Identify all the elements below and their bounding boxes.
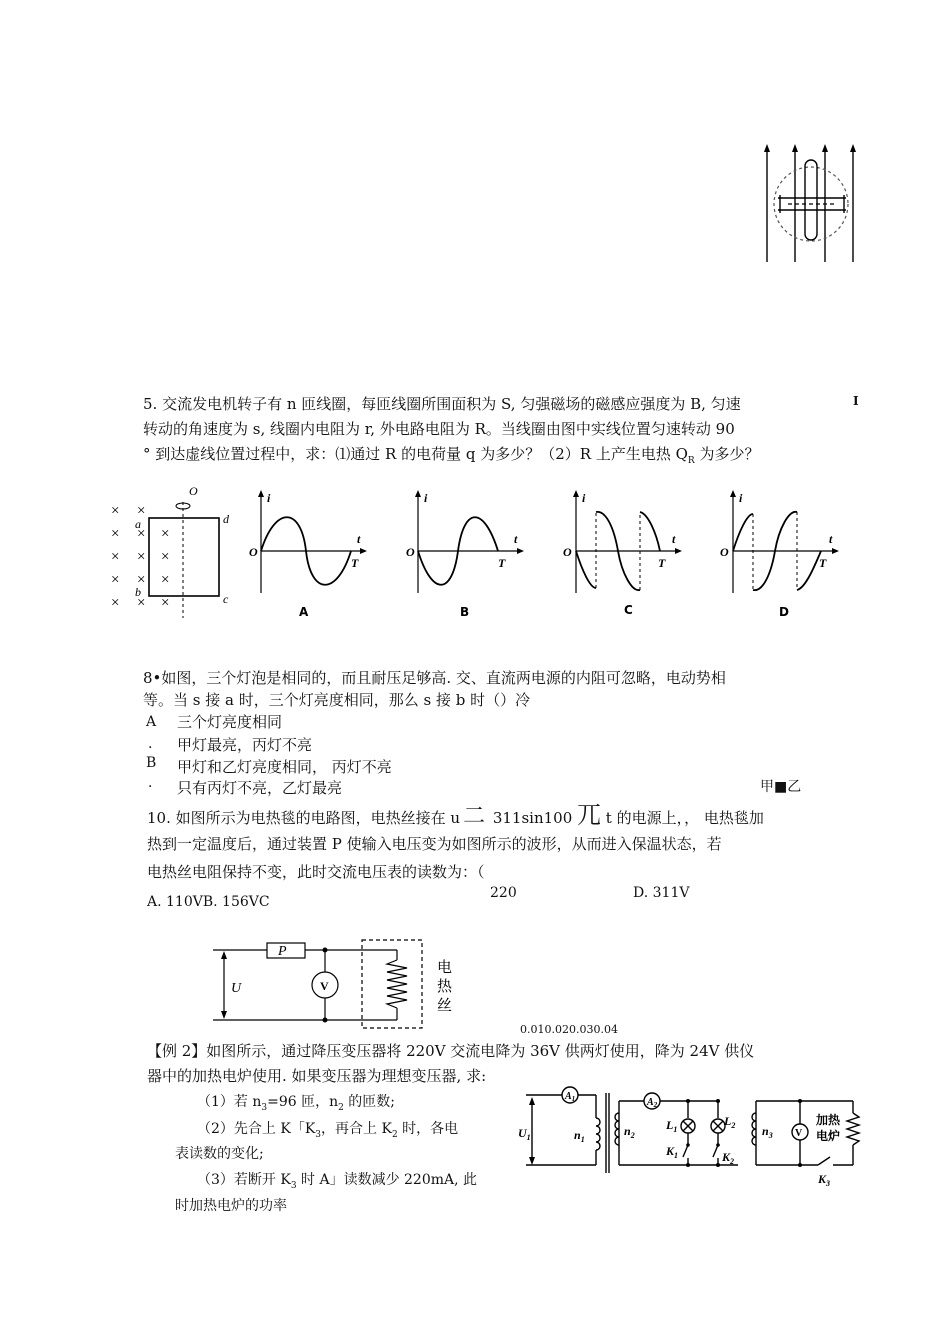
label-o: O bbox=[189, 484, 198, 498]
q10-options-clip bbox=[140, 883, 860, 910]
heater-label-2: 电炉 bbox=[816, 1129, 841, 1143]
q5-line-3-text: ° 到达虚线位置过程中，求：⑴通过 R 的电荷量 q 为多少？（2）R 上产生电热 Q bbox=[143, 445, 688, 463]
cross-mark: × bbox=[161, 595, 170, 611]
ex2-q1-sub2: 2 bbox=[338, 1102, 344, 1113]
caption-b: B bbox=[460, 605, 470, 619]
heater-label-1: 电 bbox=[437, 960, 453, 976]
heater-label-1: 加热 bbox=[816, 1113, 841, 1127]
q5-subscript-r: R bbox=[687, 456, 695, 466]
q5-line-2: 转动的角速度为 s, 线圈内电阻为 r, 外电路电阻为 R。当线圈由图中实线位置匀速转动 90 bbox=[143, 420, 735, 438]
label-a: a bbox=[135, 517, 141, 531]
ammeter-a2-label: $A_2$ bbox=[647, 1097, 658, 1109]
ex2-q2-b: ，再合上 K bbox=[321, 1121, 392, 1137]
label-u: U bbox=[231, 981, 242, 996]
ex2-q2-sub: 3 bbox=[315, 1129, 322, 1140]
heater-label-3: 丝 bbox=[437, 998, 453, 1014]
label-p: P bbox=[278, 944, 287, 959]
caption-a: A bbox=[299, 605, 309, 619]
label-c: c bbox=[223, 592, 229, 606]
ex2-q3-a: （3）若断开 K bbox=[197, 1172, 291, 1188]
q10-line-1-end: t 的电源上，， 电热毯加 bbox=[601, 809, 764, 827]
caption-d: D bbox=[779, 605, 789, 619]
q8-option-marker-3: B bbox=[146, 755, 157, 771]
label-l2: $L_2$ bbox=[724, 1114, 736, 1130]
cross-mark: × bbox=[137, 503, 146, 519]
ex2-q3-line-2: 时加热电炉的功率 bbox=[175, 1198, 287, 1214]
period-label: T bbox=[658, 556, 666, 570]
voltmeter-label: V bbox=[320, 979, 329, 993]
q8-option-marker-2: . bbox=[148, 736, 153, 752]
q10-option-c-value: 220 bbox=[490, 885, 517, 901]
q10-eq-sign: 二 bbox=[463, 804, 486, 829]
q8-option-4: 只有丙灯不亮，乙灯最亮 bbox=[177, 779, 343, 797]
axis-t: t bbox=[829, 532, 833, 546]
cross-mark: × bbox=[111, 595, 120, 611]
edge-mark: I bbox=[853, 394, 859, 408]
cross-mark: × bbox=[111, 549, 120, 565]
label-d: d bbox=[223, 512, 229, 526]
cross-mark: × bbox=[161, 572, 170, 588]
q10-line-1 bbox=[147, 801, 764, 829]
q10-formula: 311sin100 bbox=[488, 809, 578, 827]
ex2-q1-b: =96 匝，n bbox=[267, 1094, 339, 1110]
label-k3: $K_3$ bbox=[818, 1172, 831, 1188]
cross-mark: × bbox=[137, 572, 146, 588]
period-label: T bbox=[351, 556, 359, 570]
label-n3: $n_3$ bbox=[762, 1124, 773, 1140]
electric-blanket-circuit bbox=[205, 935, 465, 1035]
origin-label: O bbox=[249, 545, 258, 559]
axis-ticks: 0.010.020.030.04 bbox=[520, 1023, 618, 1036]
q8-option-2: 甲灯最亮，丙灯不亮 bbox=[177, 736, 313, 754]
q8-option-marker-4: · bbox=[148, 779, 153, 795]
transformer-circuit bbox=[518, 1083, 868, 1193]
q8-option-3: 甲灯和乙灯亮度相同， 丙灯不亮 bbox=[177, 758, 392, 776]
q10-line-3: 电热丝电阻保持不变，此时交流电压表的读数为：（ bbox=[147, 863, 485, 881]
ex2-line-1-clip bbox=[140, 1041, 820, 1060]
period-label: T bbox=[498, 556, 506, 570]
q8-edge-clip bbox=[760, 777, 820, 795]
graph-c bbox=[560, 488, 685, 623]
cross-mark: × bbox=[111, 572, 120, 588]
ex2-q3-line-2-clip bbox=[170, 1196, 370, 1214]
axis-i: i bbox=[424, 491, 428, 505]
cross-mark: × bbox=[137, 526, 146, 542]
graph-b bbox=[402, 488, 527, 623]
q8-line-2: 等。当 s 接 a 时，三个灯亮度相同，那么 s 接 b 时（）冷 bbox=[143, 691, 531, 709]
ex2-q1-sub: 3 bbox=[261, 1102, 268, 1113]
ex2-q1 bbox=[197, 1092, 395, 1118]
graph-a bbox=[245, 488, 370, 623]
cross-mark: × bbox=[161, 526, 170, 542]
caption-c: C bbox=[624, 603, 633, 617]
label-l1: $L_1$ bbox=[666, 1118, 678, 1134]
cross-mark: × bbox=[137, 549, 146, 565]
origin-label: O bbox=[406, 545, 415, 559]
cross-mark: × bbox=[137, 595, 146, 611]
axis-t: t bbox=[514, 532, 518, 546]
q8-edge-text: 甲■乙 bbox=[760, 779, 802, 795]
coil-field-figure bbox=[760, 140, 860, 265]
ex2-q1-c: 的匝数; bbox=[343, 1094, 396, 1110]
q10-line-1-text: 10. 如图所示为电热毯的电路图，电热丝接在 u bbox=[147, 809, 461, 827]
axis-i: i bbox=[739, 491, 743, 505]
axis-t: t bbox=[357, 532, 361, 546]
q10-pi: 兀 bbox=[577, 801, 602, 829]
ammeter-a1-label: $A_1$ bbox=[565, 1091, 576, 1103]
ex2-line-1: 【例 2】如图所示，通过降压变压器将 220V 交流电降为 36V 供两灯使用，降为 24V 供仪 bbox=[147, 1042, 755, 1060]
ex2-q3-sub: 3 bbox=[290, 1180, 297, 1191]
ex2-q2 bbox=[197, 1119, 458, 1145]
label-k1: $K_1$ bbox=[666, 1144, 679, 1160]
period-label: T bbox=[819, 556, 827, 570]
coil-in-field-figure bbox=[105, 480, 240, 620]
q10-option-d: D. 311V bbox=[633, 885, 690, 901]
axis-t: t bbox=[672, 532, 676, 546]
ex2-q1-a: （1）若 n bbox=[197, 1094, 262, 1110]
q10-options-ab: A. 110VB. 156VC bbox=[147, 894, 270, 910]
ex2-q3-b: 时 A」读数减少 220mA, 此 bbox=[296, 1172, 478, 1188]
origin-label: O bbox=[720, 545, 729, 559]
label-b: b bbox=[135, 585, 141, 599]
ex2-q2-sub2: 2 bbox=[391, 1129, 398, 1140]
axis-i: i bbox=[267, 491, 271, 505]
ex2-q3 bbox=[197, 1170, 477, 1196]
axis-ticks-clip bbox=[520, 1022, 620, 1036]
ex2-q2-a: （2）先合上 K「K bbox=[197, 1121, 316, 1137]
graph-d bbox=[717, 488, 842, 623]
cross-mark: × bbox=[111, 503, 120, 519]
voltmeter-label: V bbox=[795, 1128, 803, 1139]
label-n1: $n_1$ bbox=[574, 1128, 585, 1144]
ex2-line-2-clip bbox=[140, 1064, 660, 1085]
ex2-line-2: 器中的加热电炉使用. 如果变压器为理想变压器, 求: bbox=[147, 1067, 487, 1085]
label-k2: $K_2$ bbox=[722, 1150, 735, 1166]
q8-line-1: 8•如图，三个灯泡是相同的，而且耐压足够高. 交、直流两电源的内阻可忽略，电动势相 bbox=[143, 669, 726, 687]
origin-label: O bbox=[563, 545, 572, 559]
ex2-q2-c: 时，各电 bbox=[397, 1121, 459, 1137]
q8-option-marker-1: A bbox=[146, 714, 157, 730]
q5-line-3-end: 为多少？ bbox=[694, 445, 760, 463]
axis-i: i bbox=[582, 491, 586, 505]
cross-mark: × bbox=[161, 549, 170, 565]
q10-line-2: 热到一定温度后，通过装置 P 使输入电压变为如图所示的波形，从而进入保温状态，若 bbox=[147, 835, 722, 853]
label-n2: $n_2$ bbox=[624, 1124, 635, 1140]
q5-line-1: 5. 交流发电机转子有 n 匝线圈，每匝线圈所围面积为 S, 匀强磁场的磁感应强度为 B, 匀速 bbox=[143, 395, 741, 413]
cross-mark: × bbox=[111, 526, 120, 542]
heater-label-2: 热 bbox=[437, 979, 453, 995]
q8-option-1: 三个灯亮度相同 bbox=[177, 713, 283, 731]
q8-option-4-clip bbox=[140, 777, 440, 797]
label-u1: $U_1$ bbox=[518, 1126, 531, 1142]
q5-line-3 bbox=[143, 444, 759, 471]
ex2-q2-line-2: 表读数的变化; bbox=[175, 1146, 264, 1162]
